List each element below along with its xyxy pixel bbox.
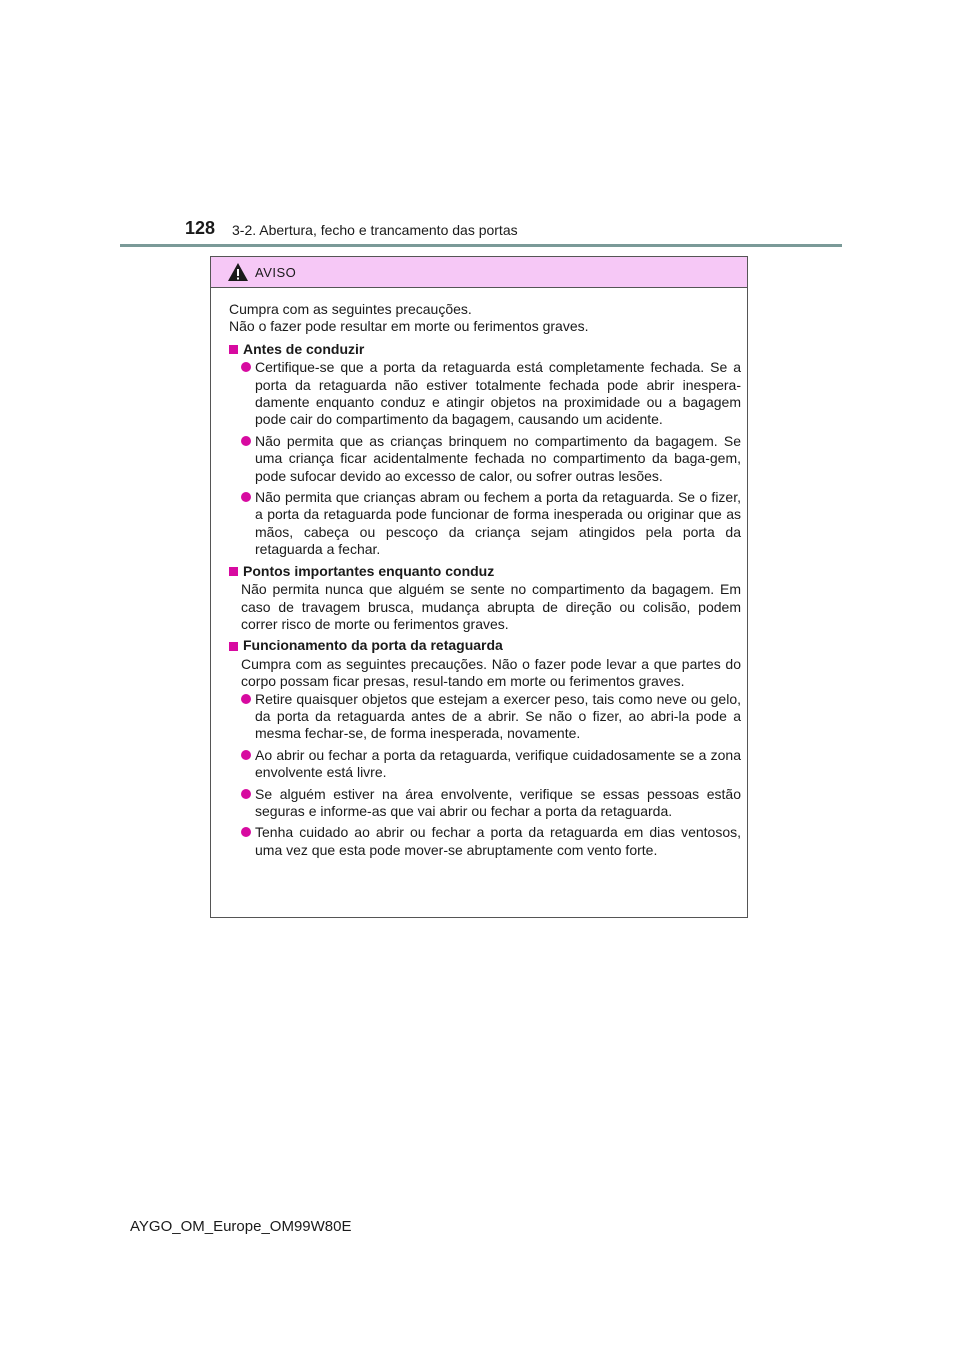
section-heading-text: Funcionamento da porta da retaguarda (243, 637, 503, 654)
square-bullet-icon (229, 567, 238, 576)
circle-bullet-icon (241, 789, 251, 799)
warning-header (211, 257, 747, 288)
section-heading (229, 341, 741, 358)
intro-line: Cumpra com as seguintes precauções. (229, 301, 472, 317)
circle-bullet-icon (241, 362, 251, 372)
square-bullet-icon (229, 345, 238, 354)
circle-bullet-icon (241, 827, 251, 837)
header-rule (120, 244, 842, 247)
list-item-text: Retire quaisquer objetos que estejam a exercer peso, tais como neve ou gelo, da porta da retaguarda antes de a abrir. Se não o fizer, ao abri-la pode a mesma fechar-se, de forma inesperada, novamente. (255, 690, 741, 742)
list-item-text: Ao abrir ou fechar a porta da retaguarda, verifique cuidadosamente se a zona envolvente está livre. (255, 746, 741, 781)
section-heading (229, 563, 741, 580)
circle-bullet-icon (241, 750, 251, 760)
list-item (229, 433, 741, 485)
circle-bullet-icon (241, 694, 251, 704)
square-bullet-icon (229, 642, 238, 651)
circle-bullet-icon (241, 436, 251, 446)
list-item-text: Tenha cuidado ao abrir ou fechar a porta da retaguarda em dias ventosos, uma vez que esta pode mover-se abruptamente com vento forte. (255, 824, 741, 858)
warning-triangle-icon (227, 262, 249, 282)
list-item (229, 747, 741, 782)
section-heading (229, 637, 741, 654)
list-item (229, 824, 741, 859)
section-heading-text: Antes de conduzir (243, 340, 365, 357)
warning-body (211, 288, 747, 859)
intro-line: Não o fazer pode resultar em morte ou ferimentos graves. (229, 318, 589, 335)
warning-box (210, 256, 748, 918)
section-title: 3-2. Abertura, fecho e trancamento das portas (232, 222, 518, 238)
list-item (229, 359, 741, 429)
page-number: 128 (185, 218, 216, 238)
intro (229, 301, 741, 336)
list-item-text: Se alguém estiver na área envolvente, verifique se essas pessoas estão seguras e informe-as que vai abrir ou fechar a porta da retaguarda. (255, 785, 741, 819)
list-item (229, 786, 741, 821)
warning-label: AVISO (255, 264, 297, 280)
section-heading-text: Pontos importantes enquanto conduz (243, 562, 495, 579)
circle-bullet-icon (241, 492, 251, 502)
list-item-text: Não permita que crianças abram ou fechem a porta da retaguarda. Se o fizer, a porta da retaguarda pode funcionar de forma inesperada ou originar que as mãos, cabeça ou pescoço da criança sejam atingidos pela porta da retaguarda a fechar. (255, 489, 741, 558)
section-paragraph: Cumpra com as seguintes precauções. Não o fazer pode levar a que partes do corpo possam ficar presas, resul-tando em morte ou ferimentos graves. (241, 655, 741, 690)
section-paragraph: Não permita nunca que alguém se sente no compartimento da bagagem. Em caso de travagem brusca, mudança abrupta de direção ou colisão, podem correr risco de morte ou ferimentos graves. (241, 581, 741, 632)
list-item (229, 691, 741, 743)
document-code: AYGO_OM_Europe_OM99W80E (130, 1218, 352, 1235)
list-item-text: Certifique-se que a porta da retaguarda está completamente fechada. Se a porta da retaguarda não estiver totalmente fechada pode abrir inespera-damente enquanto conduz e atingir objetos na proximidade ou a bagagem pode cair do compartimento da bagagem, causando um acidente. (255, 359, 741, 428)
list-item (229, 489, 741, 559)
list-item-text: Não permita que as crianças brinquem no compartimento da bagagem. Se uma criança ficar acidentalmente fechada no compartimento da baga-gem, pode sufocar devido ao excesso de calor, ou sofrer outras lesões. (255, 432, 741, 484)
